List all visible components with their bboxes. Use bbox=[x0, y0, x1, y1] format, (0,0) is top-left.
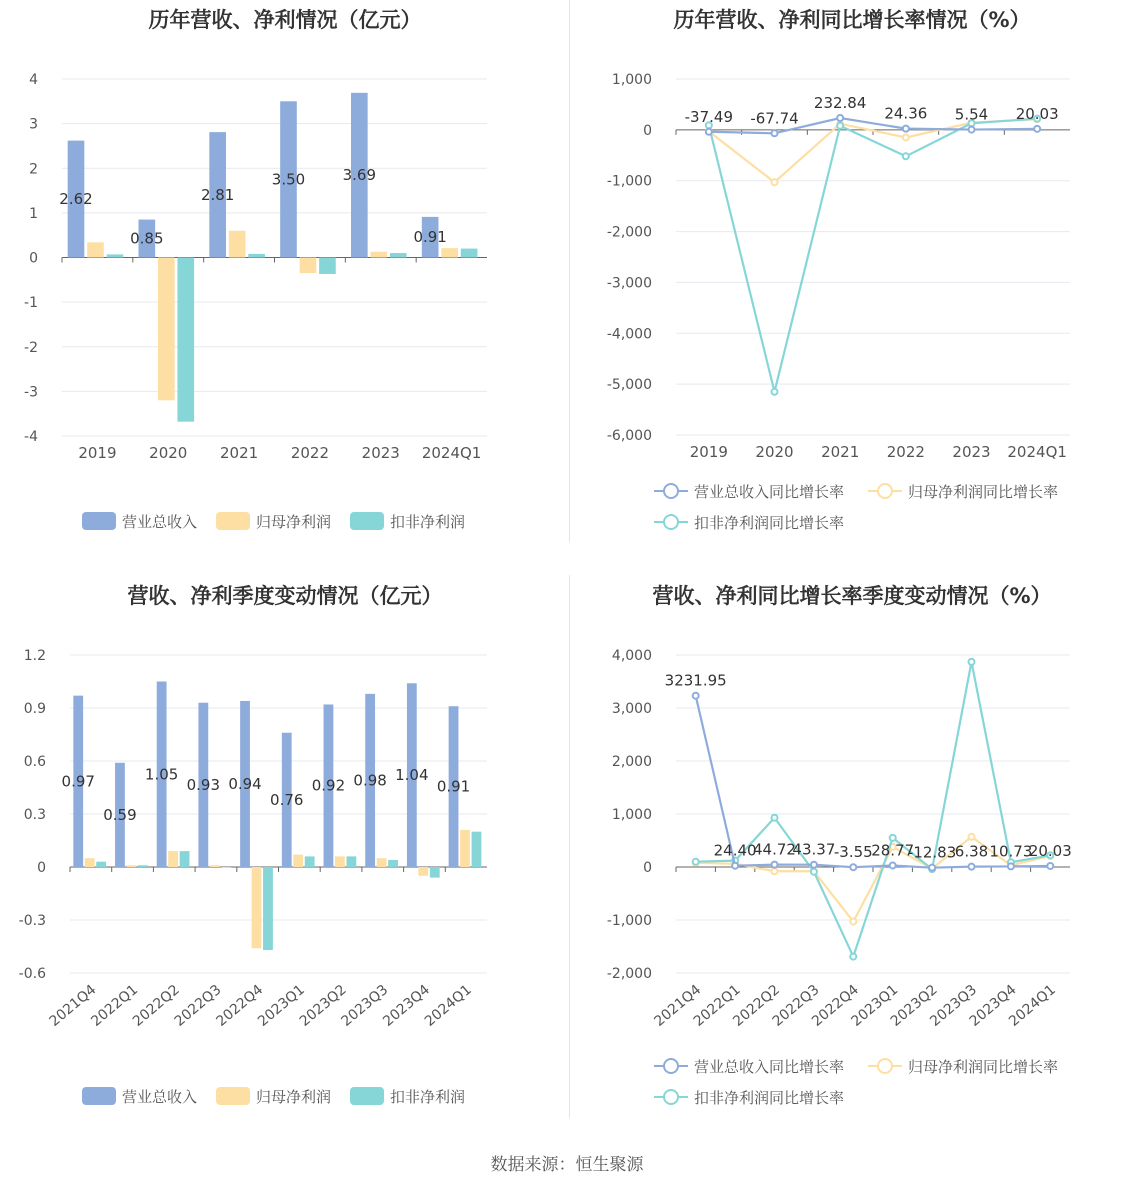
data-label: 0.76 bbox=[270, 790, 304, 809]
legend-swatch bbox=[82, 512, 116, 530]
x-tick-label: 2023Q2 bbox=[296, 981, 350, 1030]
x-tick-label: 2022Q4 bbox=[809, 981, 862, 1030]
data-label: 2.62 bbox=[59, 190, 93, 209]
legend-label: 扣非净利润同比增长率 bbox=[694, 514, 845, 532]
annual-amount-chart bbox=[0, 0, 570, 560]
data-label: 0.93 bbox=[186, 775, 221, 794]
y-tick-label: 1 bbox=[29, 205, 38, 222]
legend-marker bbox=[878, 1059, 892, 1073]
bar bbox=[388, 860, 398, 867]
legend-label: 扣非净利润 bbox=[390, 513, 466, 531]
quarterly-amount-svg bbox=[0, 575, 570, 1120]
legend-label: 营业总收入 bbox=[122, 1088, 198, 1106]
x-tick-label: 2021 bbox=[821, 443, 860, 461]
data-label: 44.72 bbox=[753, 840, 796, 859]
data-label: 0.91 bbox=[436, 777, 471, 796]
y-tick-label: 0 bbox=[643, 122, 652, 139]
y-tick-label: -2,000 bbox=[606, 966, 652, 982]
series-point bbox=[890, 862, 896, 868]
annual-amount-svg bbox=[0, 0, 570, 560]
series-point bbox=[903, 134, 909, 140]
y-tick-label: 1,000 bbox=[611, 807, 652, 823]
series-point bbox=[772, 815, 778, 821]
bar bbox=[248, 254, 265, 258]
bar bbox=[305, 856, 315, 867]
x-tick-label: 2023Q4 bbox=[966, 981, 1020, 1030]
bar bbox=[263, 867, 273, 950]
x-tick-label: 2024Q1 bbox=[421, 981, 475, 1030]
series-point bbox=[811, 869, 817, 875]
x-tick-label: 2022Q1 bbox=[690, 981, 744, 1030]
quarterly-growth-svg bbox=[570, 575, 1134, 1120]
x-tick-label: 2022 bbox=[886, 443, 925, 461]
series-point bbox=[1008, 863, 1014, 869]
y-tick-label: -0.6 bbox=[18, 966, 46, 982]
series-point bbox=[969, 127, 975, 133]
legend-label: 扣非净利润同比增长率 bbox=[694, 1089, 845, 1107]
series-point bbox=[772, 130, 778, 136]
x-tick-label: 2023Q1 bbox=[848, 981, 902, 1030]
data-label: 20.03 bbox=[1015, 104, 1059, 123]
series-point bbox=[903, 153, 909, 159]
y-tick-label: 0.3 bbox=[23, 807, 46, 823]
data-label: 6.38 bbox=[954, 842, 989, 861]
x-tick-label: 2019 bbox=[78, 444, 117, 462]
y-tick-label: -1 bbox=[24, 295, 38, 312]
series-point bbox=[929, 865, 935, 871]
series-point bbox=[850, 954, 856, 960]
bar bbox=[138, 865, 148, 867]
bar bbox=[252, 867, 262, 948]
annual-growth-chart bbox=[570, 0, 1134, 560]
series-point bbox=[732, 863, 738, 869]
series-point bbox=[693, 693, 699, 699]
series-point bbox=[811, 862, 817, 868]
series-point bbox=[772, 862, 778, 868]
y-tick-label: -5,000 bbox=[606, 377, 652, 394]
legend-swatch bbox=[350, 1087, 384, 1105]
series-point bbox=[772, 389, 778, 395]
series-point bbox=[693, 859, 699, 865]
series-point bbox=[969, 659, 975, 665]
y-tick-label: -1,000 bbox=[606, 173, 652, 190]
bar bbox=[300, 258, 317, 274]
bar bbox=[158, 258, 175, 401]
x-tick-label: 2023Q3 bbox=[927, 981, 981, 1030]
legend-label: 归母净利润 bbox=[256, 513, 332, 531]
legend-label: 营业总收入同比增长率 bbox=[694, 1058, 845, 1076]
series-point bbox=[969, 864, 975, 870]
bar bbox=[229, 231, 246, 258]
data-label: 20.03 bbox=[1028, 841, 1072, 860]
bar bbox=[390, 253, 407, 257]
x-tick-label: 2019 bbox=[689, 443, 728, 461]
series-point bbox=[1034, 126, 1040, 132]
series-line bbox=[709, 119, 1037, 392]
y-tick-label: -3,000 bbox=[606, 275, 652, 292]
data-label: 1.04 bbox=[395, 766, 429, 785]
bar bbox=[107, 254, 124, 257]
legend-label: 营业总收入同比增长率 bbox=[694, 483, 845, 501]
y-tick-label: 1.2 bbox=[23, 648, 46, 664]
y-tick-label: -6,000 bbox=[606, 428, 652, 444]
data-source-note: 数据来源：恒生聚源 bbox=[490, 1155, 644, 1175]
y-tick-label: 0.9 bbox=[23, 701, 46, 717]
x-tick-label: 2022Q3 bbox=[769, 981, 823, 1030]
chart-title: 营收、净利同比增长率季度变动情况（%） bbox=[652, 584, 1052, 608]
x-tick-label: 2020 bbox=[755, 443, 794, 461]
legend-marker bbox=[664, 515, 678, 529]
series-point bbox=[837, 123, 843, 129]
data-label: 43.37 bbox=[792, 840, 836, 859]
data-label: -12.83 bbox=[907, 843, 957, 862]
y-tick-label: -2 bbox=[24, 339, 38, 356]
y-tick-label: 2,000 bbox=[611, 754, 652, 770]
bar bbox=[85, 858, 95, 867]
x-tick-label: 2023Q4 bbox=[380, 981, 434, 1030]
legend-swatch bbox=[350, 512, 384, 530]
quarterly-amount-chart bbox=[0, 575, 570, 1120]
x-tick-label: 2023Q2 bbox=[887, 981, 941, 1030]
series-point bbox=[706, 129, 712, 135]
data-label: 0.91 bbox=[413, 228, 447, 247]
x-tick-label: 2023Q1 bbox=[255, 981, 308, 1030]
y-tick-label: 2 bbox=[29, 161, 38, 178]
data-label: 0.97 bbox=[61, 772, 95, 791]
bar bbox=[87, 242, 104, 257]
series-point bbox=[837, 115, 843, 121]
legend-marker bbox=[664, 1059, 678, 1073]
y-tick-label: 4 bbox=[29, 72, 38, 88]
bar bbox=[377, 858, 387, 867]
bar bbox=[461, 249, 478, 258]
data-label: 10.73 bbox=[989, 842, 1033, 861]
x-tick-label: 2024Q1 bbox=[1006, 981, 1059, 1030]
y-tick-label: -4 bbox=[24, 429, 38, 445]
x-tick-label: 2022Q2 bbox=[730, 981, 784, 1030]
bar bbox=[221, 867, 231, 868]
data-label: -37.49 bbox=[684, 107, 734, 126]
bar bbox=[335, 856, 345, 867]
bar bbox=[293, 855, 303, 867]
data-label: 28.77 bbox=[871, 841, 915, 860]
data-label: -3.55 bbox=[833, 843, 873, 862]
legend-label: 扣非净利润 bbox=[390, 1088, 466, 1106]
data-label: 3231.95 bbox=[664, 671, 727, 690]
series-point bbox=[969, 834, 975, 840]
series-line bbox=[696, 662, 1051, 957]
legend-marker bbox=[664, 484, 678, 498]
legend-swatch bbox=[216, 512, 250, 530]
x-tick-label: 2022 bbox=[290, 444, 330, 462]
legend-swatch bbox=[82, 1087, 116, 1105]
series-point bbox=[890, 835, 896, 841]
data-label: 0.59 bbox=[103, 805, 137, 824]
y-tick-label: 4,000 bbox=[611, 648, 652, 664]
bar bbox=[96, 862, 106, 867]
chart-title: 历年营收、净利同比增长率情况（%） bbox=[673, 8, 1031, 32]
x-tick-label: 2022Q4 bbox=[213, 981, 267, 1030]
y-tick-label: 0 bbox=[29, 250, 38, 267]
x-tick-label: 2024Q1 bbox=[421, 444, 482, 462]
data-label: 24.36 bbox=[884, 104, 928, 123]
legend-marker bbox=[878, 484, 892, 498]
legend-marker bbox=[664, 1090, 678, 1104]
y-tick-label: -4,000 bbox=[606, 326, 652, 343]
bar bbox=[472, 832, 482, 867]
y-tick-label: 1,000 bbox=[611, 72, 652, 88]
series-point bbox=[772, 179, 778, 185]
y-tick-label: -0.3 bbox=[18, 913, 46, 929]
data-label: 3.50 bbox=[271, 170, 306, 189]
x-tick-label: 2022Q2 bbox=[129, 981, 183, 1030]
legend-swatch bbox=[216, 1087, 250, 1105]
data-label: 0.85 bbox=[130, 229, 164, 248]
y-tick-label: 0 bbox=[37, 860, 46, 876]
series-point bbox=[903, 126, 909, 132]
series-point bbox=[1047, 863, 1053, 869]
y-tick-label: 3,000 bbox=[611, 701, 652, 717]
bar bbox=[127, 865, 137, 867]
x-tick-label: 2020 bbox=[149, 444, 188, 462]
legend-label: 归母净利润同比增长率 bbox=[908, 483, 1059, 501]
data-label: -67.74 bbox=[750, 109, 799, 128]
data-label: 3.69 bbox=[342, 166, 377, 185]
x-tick-label: 2023 bbox=[952, 443, 991, 461]
quarterly-growth-chart bbox=[570, 575, 1134, 1120]
bar bbox=[346, 856, 356, 867]
bar bbox=[370, 252, 387, 258]
x-tick-label: 2023Q3 bbox=[338, 981, 392, 1030]
legend-label: 营业总收入 bbox=[122, 513, 198, 531]
legend-label: 归母净利润 bbox=[256, 1088, 332, 1106]
y-tick-label: -2,000 bbox=[606, 224, 652, 241]
y-tick-label: 0 bbox=[643, 860, 652, 876]
bar bbox=[210, 865, 220, 867]
bar bbox=[168, 851, 178, 867]
series-point bbox=[772, 868, 778, 874]
bar bbox=[180, 851, 190, 867]
bar bbox=[441, 248, 458, 257]
data-label: 0.92 bbox=[311, 776, 346, 795]
bar bbox=[177, 258, 194, 422]
data-label: 24.40 bbox=[713, 841, 757, 860]
bar bbox=[460, 830, 470, 867]
legend-label: 归母净利润同比增长率 bbox=[908, 1058, 1059, 1076]
y-tick-label: 3 bbox=[29, 116, 38, 133]
x-tick-label: 2023 bbox=[361, 444, 400, 462]
x-tick-label: 2021 bbox=[219, 444, 259, 462]
data-label: 0.94 bbox=[228, 774, 262, 793]
series-point bbox=[850, 864, 856, 870]
bar bbox=[430, 867, 440, 878]
data-label: 1.05 bbox=[144, 765, 179, 784]
data-label: 5.54 bbox=[954, 105, 989, 124]
x-tick-label: 2021Q4 bbox=[651, 981, 705, 1030]
y-tick-label: -1,000 bbox=[606, 913, 652, 929]
x-tick-label: 2022Q3 bbox=[171, 981, 225, 1030]
annual-growth-svg bbox=[570, 0, 1134, 560]
data-label: 0.98 bbox=[353, 771, 387, 790]
y-tick-label: -3 bbox=[24, 384, 38, 401]
series-point bbox=[850, 919, 856, 925]
data-label: 2.81 bbox=[200, 185, 235, 204]
x-tick-label: 2022Q1 bbox=[88, 981, 142, 1030]
x-tick-label: 2021Q4 bbox=[46, 981, 100, 1030]
bar bbox=[418, 867, 428, 876]
x-tick-label: 2024Q1 bbox=[1007, 443, 1067, 461]
data-label: 232.84 bbox=[813, 94, 867, 113]
chart-title: 历年营收、净利情况（亿元） bbox=[148, 8, 422, 32]
y-tick-label: 0.6 bbox=[23, 754, 46, 770]
bar bbox=[319, 258, 336, 275]
chart-title: 营收、净利季度变动情况（亿元） bbox=[127, 584, 443, 608]
